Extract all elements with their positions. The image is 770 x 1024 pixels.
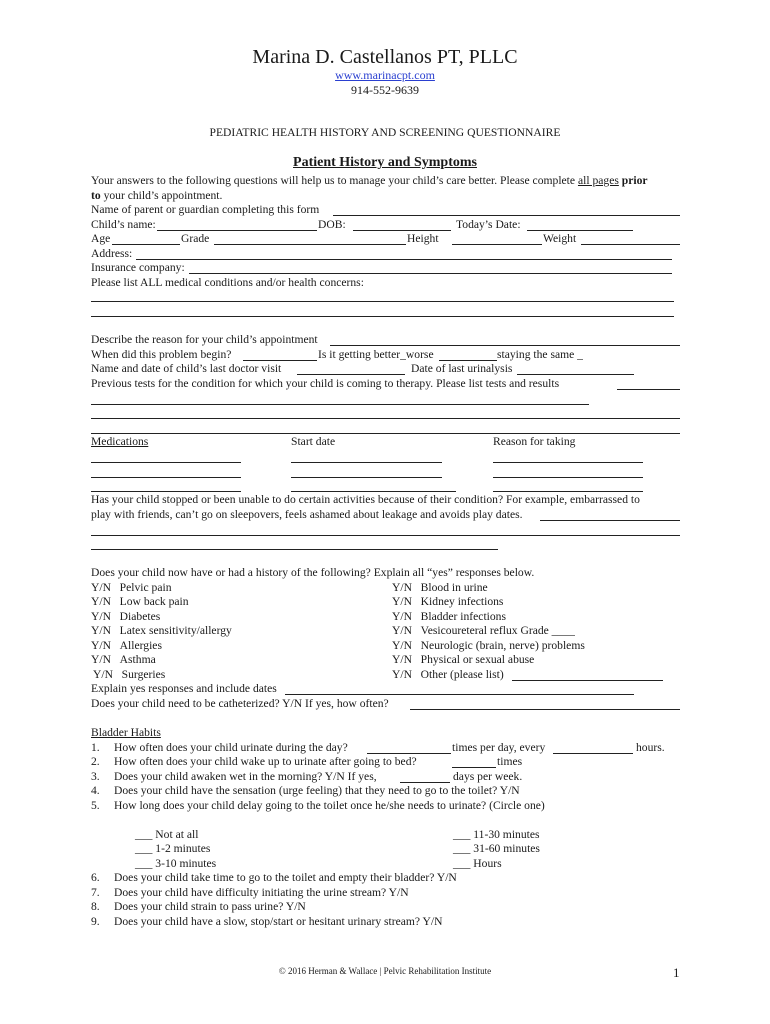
page-number: 1 — [673, 965, 680, 980]
delay-option[interactable]: ___ 1-2 minutes — [135, 842, 211, 855]
bladder-q9: 9. Does your child have a slow, stop/start or hesitant urinary stream? Y/N — [91, 915, 443, 928]
activities-question-line-1: Has your child stopped or been unable to do certain activities because of their condition? For example, embarrassed to — [91, 493, 640, 506]
bladder-q5: 5. How long does your child delay going to the toilet once he/she needs to urinate? (Circle one) — [91, 799, 545, 812]
history-item[interactable]: Y/N Neurologic (brain, nerve) problems — [392, 639, 585, 652]
history-item[interactable]: Y/N Latex sensitivity/allergy — [91, 624, 232, 637]
doctor-visit-field[interactable] — [297, 374, 405, 375]
dob-field[interactable] — [353, 230, 451, 231]
urinate-hours-field[interactable] — [553, 753, 633, 754]
bladder-q1: 1. How often does your child urinate during the day? — [91, 741, 348, 754]
bladder-q3: 3. Does your child awaken wet in the morning? Y/N If yes, — [91, 770, 377, 783]
wake-times-field[interactable] — [452, 767, 496, 768]
bladder-q4: 4. Does your child have the sensation (urge feeling) that they need to go to the toilet? Y/N — [91, 784, 520, 797]
child-name-label: Child’s name: — [91, 218, 156, 231]
height-label: Height — [407, 232, 439, 245]
reason-field[interactable] — [493, 462, 643, 463]
phone-number: 914-552-9639 — [351, 83, 419, 97]
bladder-q1-hours: hours. — [636, 741, 665, 754]
urinalysis-label: Date of last urinalysis — [411, 362, 513, 375]
doctor-visit-label: Name and date of child’s last doctor visit — [91, 362, 282, 375]
delay-option[interactable]: ___ Hours — [453, 857, 502, 870]
better-worse-label: Is it getting better_worse — [318, 348, 434, 361]
website-link[interactable]: www.marinacpt.com — [335, 68, 435, 82]
medical-conditions-line-1[interactable] — [91, 301, 674, 302]
delay-option[interactable]: ___ 11-30 minutes — [453, 828, 540, 841]
reason-field[interactable] — [493, 491, 643, 492]
history-item[interactable]: Y/N Pelvic pain — [91, 581, 172, 594]
bladder-q8: 8. Does your child strain to pass urine? Y/N — [91, 900, 306, 913]
grade-label: Grade — [181, 232, 210, 245]
medication-field[interactable] — [91, 491, 241, 492]
history-item[interactable]: Y/N Low back pain — [91, 595, 189, 608]
delay-option[interactable]: ___ 31-60 minutes — [453, 842, 540, 855]
history-item[interactable]: Y/N Kidney infections — [392, 595, 504, 608]
reason-field[interactable] — [330, 345, 680, 346]
catheter-field[interactable] — [410, 709, 680, 710]
dob-label: DOB: — [318, 218, 346, 231]
activities-field[interactable] — [540, 520, 680, 521]
urinate-times-field[interactable] — [367, 753, 451, 754]
form-title: PEDIATRIC HEALTH HISTORY AND SCREENING QUESTIONNAIRE — [209, 126, 561, 139]
other-field[interactable] — [512, 680, 663, 681]
parent-label: Name of parent or guardian completing this form — [91, 203, 320, 216]
history-question: Does your child now have or had a history of the following? Explain all “yes” responses below. — [91, 566, 535, 579]
wet-days-field[interactable] — [400, 782, 450, 783]
history-item[interactable]: Y/N Physical or sexual abuse — [392, 653, 535, 666]
medical-conditions-line-2[interactable] — [91, 316, 674, 317]
intro-line-2: to your child’s appointment. — [91, 189, 223, 202]
insurance-label: Insurance company: — [91, 261, 185, 274]
reason-for-taking-header: Reason for taking — [493, 435, 576, 448]
start-date-field[interactable] — [291, 477, 442, 478]
catheter-label: Does your child need to be catheterized? Y/N If yes, how often? — [91, 697, 389, 710]
history-item[interactable]: Y/N Asthma — [91, 653, 156, 666]
address-field[interactable] — [136, 259, 672, 260]
delay-option[interactable]: ___ 3-10 minutes — [135, 857, 217, 870]
bladder-q6: 6. Does your child take time to go to the toilet and empty their bladder? Y/N — [91, 871, 457, 884]
reason-field[interactable] — [493, 477, 643, 478]
start-date-header: Start date — [291, 435, 336, 448]
child-name-field[interactable] — [157, 230, 317, 231]
delay-option[interactable]: ___ Not at all — [135, 828, 199, 841]
activities-line-2[interactable] — [91, 535, 680, 536]
address-label: Address: — [91, 247, 133, 260]
insurance-field[interactable] — [189, 273, 672, 274]
section-title: Patient History and Symptoms — [293, 155, 477, 170]
problem-begin-label: When did this problem begin? — [91, 348, 232, 361]
previous-tests-line-4[interactable] — [91, 433, 680, 434]
age-field[interactable] — [112, 244, 180, 245]
history-item[interactable]: Y/N Diabetes — [91, 610, 161, 623]
history-item[interactable]: Y/N Surgeries — [93, 668, 166, 681]
medical-conditions-label: Please list ALL medical conditions and/or health concerns: — [91, 276, 364, 289]
medication-field[interactable] — [91, 462, 241, 463]
bladder-q2-times: times — [497, 755, 523, 768]
age-label: Age — [91, 232, 111, 245]
explain-field[interactable] — [285, 694, 634, 695]
bladder-q2: 2. How often does your child wake up to urinate after going to bed? — [91, 755, 417, 768]
previous-tests-line-2[interactable] — [91, 404, 589, 405]
bladder-q7: 7. Does your child have difficulty initiating the urine stream? Y/N — [91, 886, 409, 899]
problem-begin-field[interactable] — [243, 360, 317, 361]
weight-field[interactable] — [581, 244, 680, 245]
reason-label: Describe the reason for your child’s appointment — [91, 333, 318, 346]
better-worse-field[interactable] — [439, 360, 497, 361]
bladder-q1-times: times per day, every — [452, 741, 546, 754]
today-date-field[interactable] — [527, 230, 633, 231]
history-item[interactable]: Y/N Blood in urine — [392, 581, 488, 594]
weight-label: Weight — [543, 232, 577, 245]
activities-question-line-2: play with friends, can’t go on sleepovers, feels ashamed about leakage and avoids play dates. — [91, 508, 523, 521]
bladder-habits-heading: Bladder Habits — [91, 726, 161, 739]
history-item[interactable]: Y/N Allergies — [91, 639, 162, 652]
history-item[interactable]: Y/N Other (please list) — [392, 668, 504, 681]
parent-field[interactable] — [333, 215, 680, 216]
start-date-field[interactable] — [291, 491, 456, 492]
staying-same-label: staying the same _ — [497, 348, 583, 361]
intro-line-1: Your answers to the following questions will help us to manage your child’s care better. Please complete all pages prior — [91, 174, 648, 187]
previous-tests-label: Previous tests for the condition for which your child is coming to therapy. Please list tests and results — [91, 377, 560, 390]
today-date-label: Today’s Date: — [456, 218, 521, 231]
explain-label: Explain yes responses and include dates — [91, 682, 277, 695]
height-field[interactable] — [452, 244, 542, 245]
history-item[interactable]: Y/N Vesicoureteral reflux Grade ____ — [392, 624, 575, 637]
previous-tests-field[interactable] — [617, 389, 680, 390]
medication-field[interactable] — [91, 477, 241, 478]
history-item[interactable]: Y/N Bladder infections — [392, 610, 506, 623]
urinalysis-field[interactable] — [517, 374, 634, 375]
bladder-q3-days: days per week. — [453, 770, 523, 783]
previous-tests-line-3[interactable] — [91, 418, 680, 419]
start-date-field[interactable] — [291, 462, 442, 463]
medications-header: Medications — [91, 435, 149, 448]
grade-field[interactable] — [214, 244, 406, 245]
footer-copyright: © 2016 Herman & Wallace | Pelvic Rehabilitation Institute — [278, 966, 492, 976]
practice-name: Marina D. Castellanos PT, PLLC — [252, 46, 518, 68]
activities-line-3[interactable] — [91, 549, 498, 550]
